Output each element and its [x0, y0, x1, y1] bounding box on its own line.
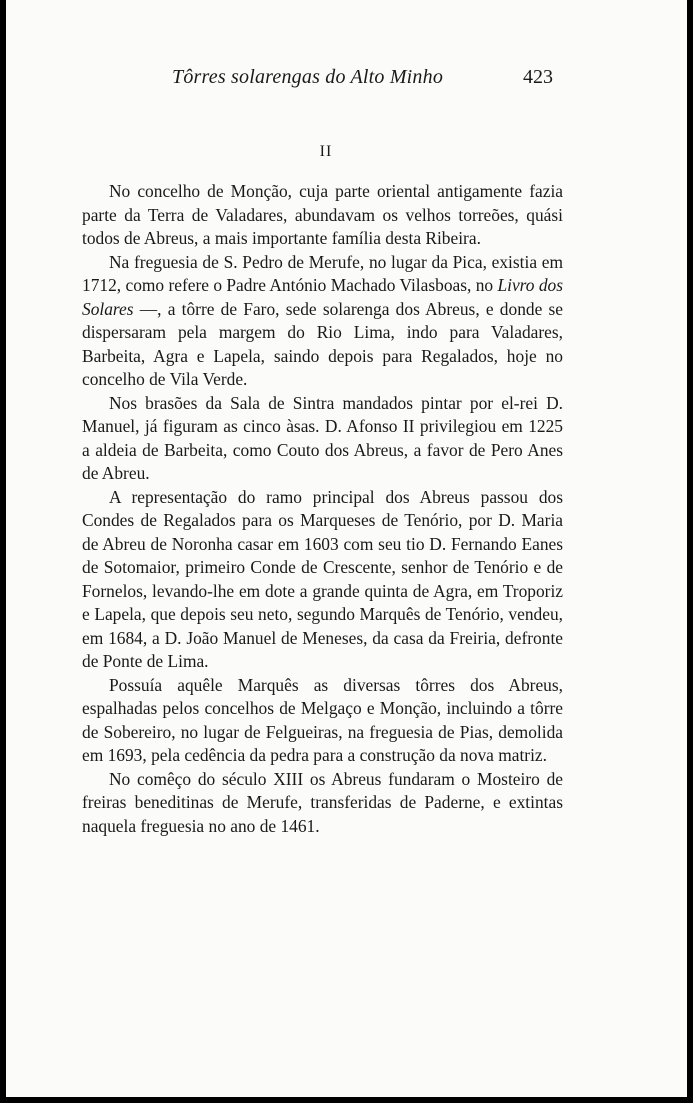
- running-title: Tôrres solarengas do Alto Minho: [172, 66, 444, 88]
- paragraph-text: —, a tôrre de Faro, sede solarenga dos Abreus, e donde se dispersaram pela margem do Rio Lima, indo para Valadares, Barbeita, Agra e Lapela, saindo depois para Regalados, hoje no concelho de Vila Verde.: [82, 298, 563, 389]
- body-text: [82, 180, 563, 838]
- paragraph: No concelho de Monção, cuja parte oriental antigamente fazia parte da Terra de Valadares, abundavam os velhos torreões, quási todos de Abreus, a mais importante família desta Ribeira.: [82, 181, 563, 248]
- paragraph-text: Na freguesia de S. Pedro de Merufe, no lugar da Pica, existia em 1712, como refere o Padre António Machado Vilasboas, no: [82, 251, 563, 295]
- paragraph: No comêço do século XIII os Abreus fundaram o Mosteiro de freiras beneditinas de Merufe, transferidas de Paderne, e extintas naquela freguesia no ano de 1461.: [82, 768, 563, 836]
- book-title: Livro dos Solares: [82, 275, 564, 319]
- paragraph: [82, 251, 563, 392]
- paragraph: Nos brasões da Sala de Sintra mandados pintar por el-rei D. Manuel, já figuram as cinco àsas. D. Afonso II privilegiou em 1225 a aldeia de Barbeita, como Couto dos Abreus, a favor de Pero Anes de Abreu.: [82, 392, 563, 483]
- page-header: [6, 66, 687, 94]
- book-page: [6, 0, 687, 1097]
- paragraph: A representação do ramo principal dos Abreus passou dos Condes de Regalados para os Marqueses de Tenório, por D. Maria de Abreu de Noronha casar em 1603 com seu tio D. Fernando Eanes de Sotomaior, primeiro Conde de Crescente, senhor de Tenório e de Fornelos, levando-lhe em dote a grande quinta de Agra, em Troporiz e Lapela, que depois seu neto, segundo Marquês de Tenório, vendeu, em 1684, a D. João Manuel de Meneses, da casa da Freiria, defronte de Ponte de Lima.: [82, 486, 563, 671]
- paragraph: Possuía aquêle Marquês as diversas tôrres dos Abreus, espalhadas pelos concelhos de Melgaço e Monção, incluindo a tôrre de Sobereiro, no lugar de Felgueiras, na freguesia de Pias, demolida em 1693, pela cedência da pedra para a construção da nova matriz.: [82, 674, 563, 765]
- page-number: 423: [523, 66, 553, 88]
- section-number: II: [319, 143, 333, 160]
